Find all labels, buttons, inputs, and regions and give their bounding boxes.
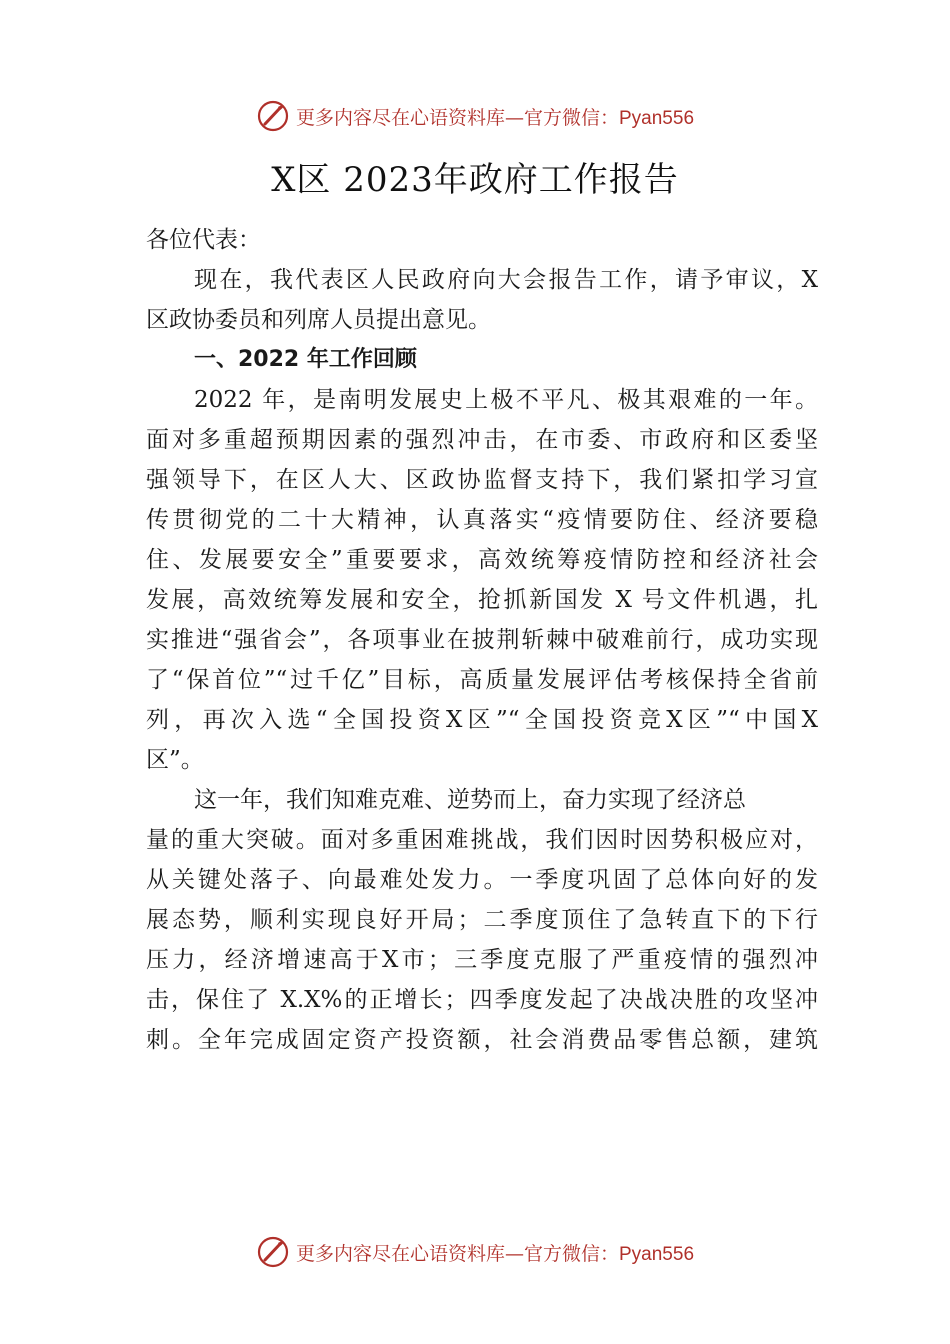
body-line: 各位代表：: [146, 227, 261, 253]
body-line: 面对多重超预期因素的强烈冲击，在市委、市政府和区委坚: [146, 427, 818, 453]
body-line: 强领导下，在区人大、区政协监督支持下，我们紧扣学习宣: [146, 467, 818, 493]
body-line: 发展，高效统筹发展和安全，抢抓新国发 X 号文件机遇，扎: [146, 587, 818, 613]
body-line: 从关键处落子、向最难处发力。一季度巩固了总体向好的发: [146, 867, 818, 893]
body-line: 量的重大突破。面对多重困难挑战，我们因时因势积极应对，: [146, 827, 818, 853]
body-line: 了“保首位”“过千亿”目标，高质量发展评估考核保持全省前: [146, 667, 818, 693]
banner-text: 更多内容尽在心语资料库—官方微信：Pyan556: [295, 1242, 695, 1265]
body-line: 区政协委员和列席人员提出意见。: [146, 307, 491, 333]
body-line: 区”。: [146, 747, 204, 773]
body-line: 2022 年，是南明发展史上极不平凡、极其艰难的一年。: [194, 387, 818, 413]
body-line: 这一年，我们知难克难、逆势而上，奋力实现了经济总: [194, 787, 746, 813]
brush-logo-icon: [256, 99, 290, 133]
section-heading: 一、2022 年工作回顾: [194, 347, 417, 372]
body-line: 传贯彻党的二十大精神，认真落实“疫情要防住、经济要稳: [146, 507, 818, 533]
body-line: 压力，经济增速高于X市；三季度克服了严重疫情的强烈冲: [146, 947, 818, 973]
body-line: 列，再次入选“全国投资X区”“全国投资竞X区”“中国X: [146, 707, 818, 733]
body-line: 击，保住了 X.X%的正增长；四季度发起了决战决胜的攻坚冲: [146, 987, 818, 1013]
header-watermark-banner: [0, 96, 950, 136]
footer-watermark-banner: [0, 1232, 950, 1272]
body-line: 展态势，顺利实现良好开局；二季度顶住了急转直下的下行: [146, 907, 818, 933]
brush-logo-icon: [256, 1235, 290, 1269]
document-body: [146, 220, 818, 1060]
body-line: 现在，我代表区人民政府向大会报告工作，请予审议，X: [194, 267, 818, 293]
body-line: 实推进“强省会”，各项事业在披荆斩棘中破难前行，成功实现: [146, 627, 818, 653]
document-title: X区 2023年政府工作报告: [271, 160, 679, 200]
banner-text: 更多内容尽在心语资料库—官方微信：Pyan556: [295, 106, 695, 129]
body-line: 刺。全年完成固定资产投资额，社会消费品零售总额，建筑: [146, 1027, 818, 1053]
wechat-id: Pyan556: [619, 107, 695, 129]
body-line: 住、发展要安全”重要要求，高效统筹疫情防控和经济社会: [146, 547, 818, 573]
wechat-id: Pyan556: [619, 1243, 695, 1265]
